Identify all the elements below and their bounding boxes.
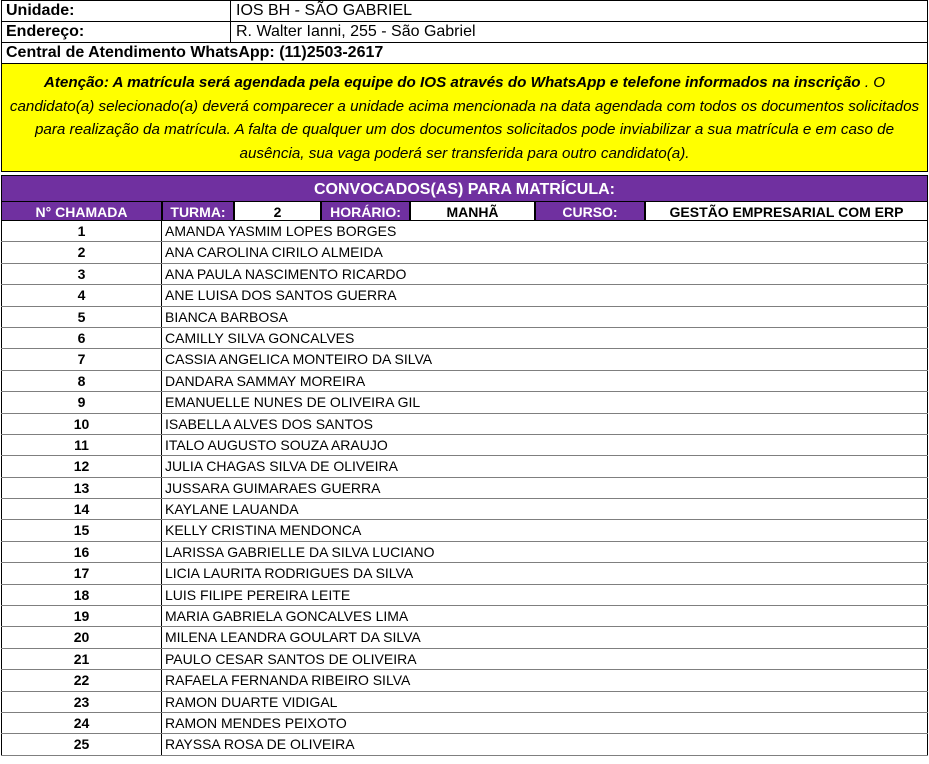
table-row [1, 563, 928, 584]
student-number: 9 [1, 392, 161, 412]
table-row [1, 456, 928, 477]
table-row [1, 392, 928, 413]
student-name: KELLY CRISTINA MENDONCA [161, 520, 928, 540]
student-number: 6 [1, 328, 161, 348]
address-label: Endereço: [2, 22, 231, 42]
table-row [1, 242, 928, 263]
student-number: 8 [1, 371, 161, 391]
header-curso-label: CURSO: [534, 202, 644, 220]
student-name: ANA PAULA NASCIMENTO RICARDO [161, 264, 928, 284]
student-name: JUSSARA GUIMARAES GUERRA [161, 478, 928, 498]
table-row [1, 627, 928, 648]
student-name: ITALO AUGUSTO SOUZA ARAUJO [161, 435, 928, 455]
table-row [1, 542, 928, 563]
table-header-row [1, 201, 928, 221]
student-name: MARIA GABRIELA GONCALVES LIMA [161, 606, 928, 626]
student-number: 23 [1, 692, 161, 712]
student-number: 17 [1, 563, 161, 583]
table-row [1, 285, 928, 306]
student-number: 2 [1, 242, 161, 262]
student-number: 1 [1, 221, 161, 241]
student-name: LUIS FILIPE PEREIRA LEITE [161, 585, 928, 605]
convocados-title: CONVOCADOS(AS) PARA MATRÍCULA: [1, 175, 928, 201]
unit-label: Unidade: [2, 1, 231, 21]
table-row [1, 585, 928, 606]
student-number: 14 [1, 499, 161, 519]
table-row [1, 692, 928, 713]
student-name: AMANDA YASMIM LOPES BORGES [161, 221, 928, 241]
student-name: PAULO CESAR SANTOS DE OLIVEIRA [161, 649, 928, 669]
student-name: BIANCA BARBOSA [161, 307, 928, 327]
student-name: RAFAELA FERNANDA RIBEIRO SILVA [161, 670, 928, 690]
student-name: KAYLANE LAUANDA [161, 499, 928, 519]
student-number: 12 [1, 456, 161, 476]
table-row [1, 221, 928, 242]
table-row [1, 649, 928, 670]
enrollment-sheet [1, 0, 928, 756]
student-name: DANDARA SAMMAY MOREIRA [161, 371, 928, 391]
table-row [1, 435, 928, 456]
table-row [1, 713, 928, 734]
header-horario-value: MANHÃ [409, 202, 534, 220]
header-turma-label: TURMA: [161, 202, 233, 220]
student-name: ANE LUISA DOS SANTOS GUERRA [161, 285, 928, 305]
address-value: R. Walter Ianni, 255 - São Gabriel [236, 23, 476, 40]
central-whatsapp-text: Central de Atendimento WhatsApp: (11)2503-2617 [6, 44, 384, 61]
attention-notice [1, 63, 928, 172]
table-row [1, 307, 928, 328]
student-name: MILENA LEANDRA GOULART DA SILVA [161, 627, 928, 647]
notice-rest-text: . O candidato(a) selecionado(a) deverá comparecer a unidade acima mencionada na data agendada com todos os documentos solicitados para realização da matrícula. A falta de qualquer um dos documentos solicitados pode inviabilizar a sua matrícula e em caso de ausência, sua vaga poderá ser transferida para outro candidato(a). [9, 74, 920, 162]
student-number: 4 [1, 285, 161, 305]
student-number: 25 [1, 734, 161, 754]
table-row [1, 499, 928, 520]
student-name: RAMON DUARTE VIDIGAL [161, 692, 928, 712]
table-row [1, 414, 928, 435]
student-number: 3 [1, 264, 161, 284]
student-number: 10 [1, 414, 161, 434]
student-name: CAMILLY SILVA GONCALVES [161, 328, 928, 348]
table-row [1, 520, 928, 541]
student-name: EMANUELLE NUNES DE OLIVEIRA GIL [161, 392, 928, 412]
unit-row [1, 0, 928, 21]
table-row [1, 371, 928, 392]
student-name: CASSIA ANGELICA MONTEIRO DA SILVA [161, 349, 928, 369]
student-number: 21 [1, 649, 161, 669]
student-name: RAMON MENDES PEIXOTO [161, 713, 928, 733]
student-number: 16 [1, 542, 161, 562]
table-row [1, 670, 928, 691]
central-row [1, 42, 928, 63]
table-row [1, 606, 928, 627]
table-row [1, 478, 928, 499]
student-number: 18 [1, 585, 161, 605]
student-name: ISABELLA ALVES DOS SANTOS [161, 414, 928, 434]
student-number: 22 [1, 670, 161, 690]
student-number: 20 [1, 627, 161, 647]
unit-value: IOS BH - SÃO GABRIEL [236, 2, 413, 19]
table-row [1, 264, 928, 285]
student-list [1, 221, 928, 756]
student-name: JULIA CHAGAS SILVA DE OLIVEIRA [161, 456, 928, 476]
student-name: RAYSSA ROSA DE OLIVEIRA [161, 734, 928, 754]
student-number: 15 [1, 520, 161, 540]
notice-bold-text: Atenção: A matrícula será agendada pela equipe do IOS através do WhatsApp e telefone informados na inscrição [43, 74, 861, 91]
table-row [1, 349, 928, 370]
header-num-chamada: N° CHAMADA [2, 202, 161, 220]
student-name: ANA CAROLINA CIRILO ALMEIDA [161, 242, 928, 262]
header-horario-label: HORÁRIO: [320, 202, 409, 220]
student-number: 11 [1, 435, 161, 455]
header-turma-value: 2 [233, 202, 320, 220]
student-number: 19 [1, 606, 161, 626]
student-name: LICIA LAURITA RODRIGUES DA SILVA [161, 563, 928, 583]
student-number: 5 [1, 307, 161, 327]
table-row [1, 328, 928, 349]
address-row [1, 21, 928, 42]
student-number: 7 [1, 349, 161, 369]
student-number: 13 [1, 478, 161, 498]
header-curso-value: GESTÃO EMPRESARIAL COM ERP [644, 202, 927, 220]
student-name: LARISSA GABRIELLE DA SILVA LUCIANO [161, 542, 928, 562]
student-number: 24 [1, 713, 161, 733]
table-row [1, 734, 928, 755]
